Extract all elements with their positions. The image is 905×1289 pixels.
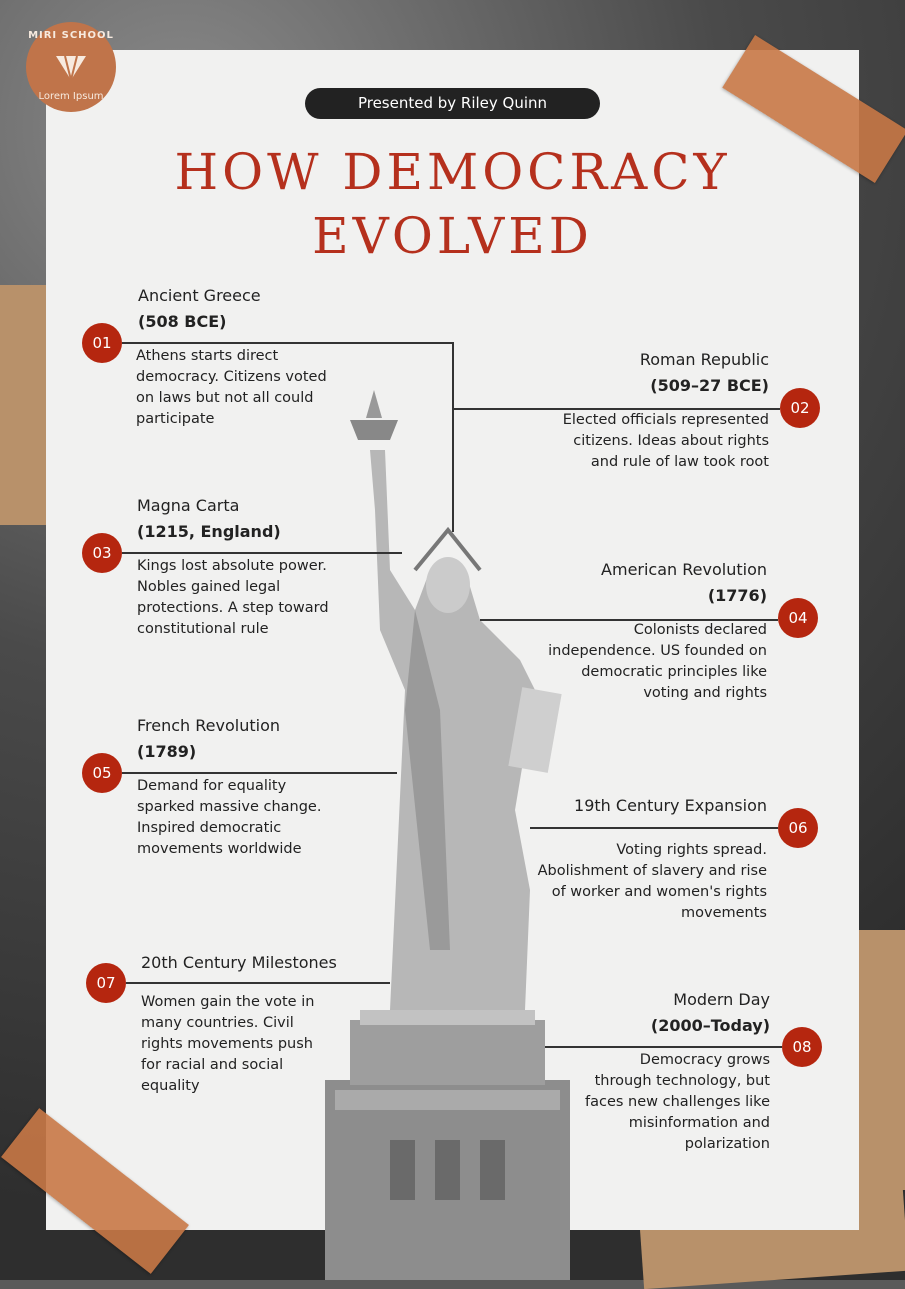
page-title — [46, 140, 859, 268]
timeline-item-roman-republic — [540, 348, 769, 473]
timeline-item-19th-century — [537, 794, 767, 924]
item-date: (2000–Today) — [650, 1016, 770, 1035]
item-title: 20th Century Milestones — [141, 953, 337, 972]
timeline-item-french-revolution — [137, 714, 337, 860]
step-number: 02 — [780, 388, 820, 428]
logo-text: MIRI SCHOOL — [28, 30, 114, 41]
item-date: (509–27 BCE) — [650, 376, 769, 395]
item-title: French Revolution — [137, 716, 281, 735]
step-number: 06 — [778, 808, 818, 848]
step-number: 05 — [82, 753, 122, 793]
step-number: 03 — [82, 533, 122, 573]
presenter-badge: Presented by Riley Quinn — [305, 88, 600, 119]
item-title: Roman Republic — [639, 350, 769, 369]
item-title: 19th Century Expansion — [574, 796, 767, 815]
item-description: Democracy grows through technology, but faces new challenges like misinformation and polarization — [585, 1052, 770, 1152]
timeline-item-magna-carta — [137, 494, 342, 640]
item-date: (1776) — [707, 586, 767, 605]
title-line-2: EVOLVED — [312, 207, 593, 265]
step-number: 01 — [82, 323, 122, 363]
item-date: (1215, England) — [137, 522, 281, 541]
title-line-1: HOW DEMOCRACY — [174, 143, 731, 201]
step-number: 08 — [782, 1027, 822, 1067]
timeline-item-ancient-greece — [138, 284, 348, 430]
timeline-item-modern-day — [580, 988, 770, 1155]
step-number: 04 — [778, 598, 818, 638]
connector-line — [452, 342, 454, 532]
step-number: 07 — [86, 963, 126, 1003]
timeline-item-american-revolution — [540, 558, 767, 704]
item-description: Kings lost absolute power. Nobles gained legal protections. A step toward constitutional rule — [137, 558, 329, 637]
item-title: Ancient Greece — [138, 286, 261, 305]
item-description: Athens starts direct democracy. Citizens voted on laws but not all could participate — [136, 348, 327, 427]
item-description: Women gain the vote in many countries. Civil rights movements push for racial and social equality — [141, 994, 315, 1094]
item-description: Elected officials represented citizens. Ideas about rights and rule of law took root — [562, 412, 769, 470]
statue-of-liberty-image — [320, 390, 580, 1280]
item-description: Demand for equality sparked massive change. Inspired democratic movements worldwide — [137, 778, 322, 857]
item-title: Modern Day — [673, 990, 770, 1009]
diamond-icon — [54, 48, 88, 82]
item-date: (508 BCE) — [138, 312, 227, 331]
timeline-item-20th-century — [141, 951, 337, 1097]
school-logo — [26, 22, 116, 112]
item-date: (1789) — [137, 742, 197, 761]
item-description: Voting rights spread. Abolishment of slavery and rise of worker and women's rights movements — [537, 842, 767, 921]
logo-subtext: Lorem Ipsum — [38, 91, 104, 102]
item-description: Colonists declared independence. US founded on democratic principles like voting and rights — [548, 622, 767, 701]
item-title: American Revolution — [601, 560, 767, 579]
item-title: Magna Carta — [137, 496, 240, 515]
